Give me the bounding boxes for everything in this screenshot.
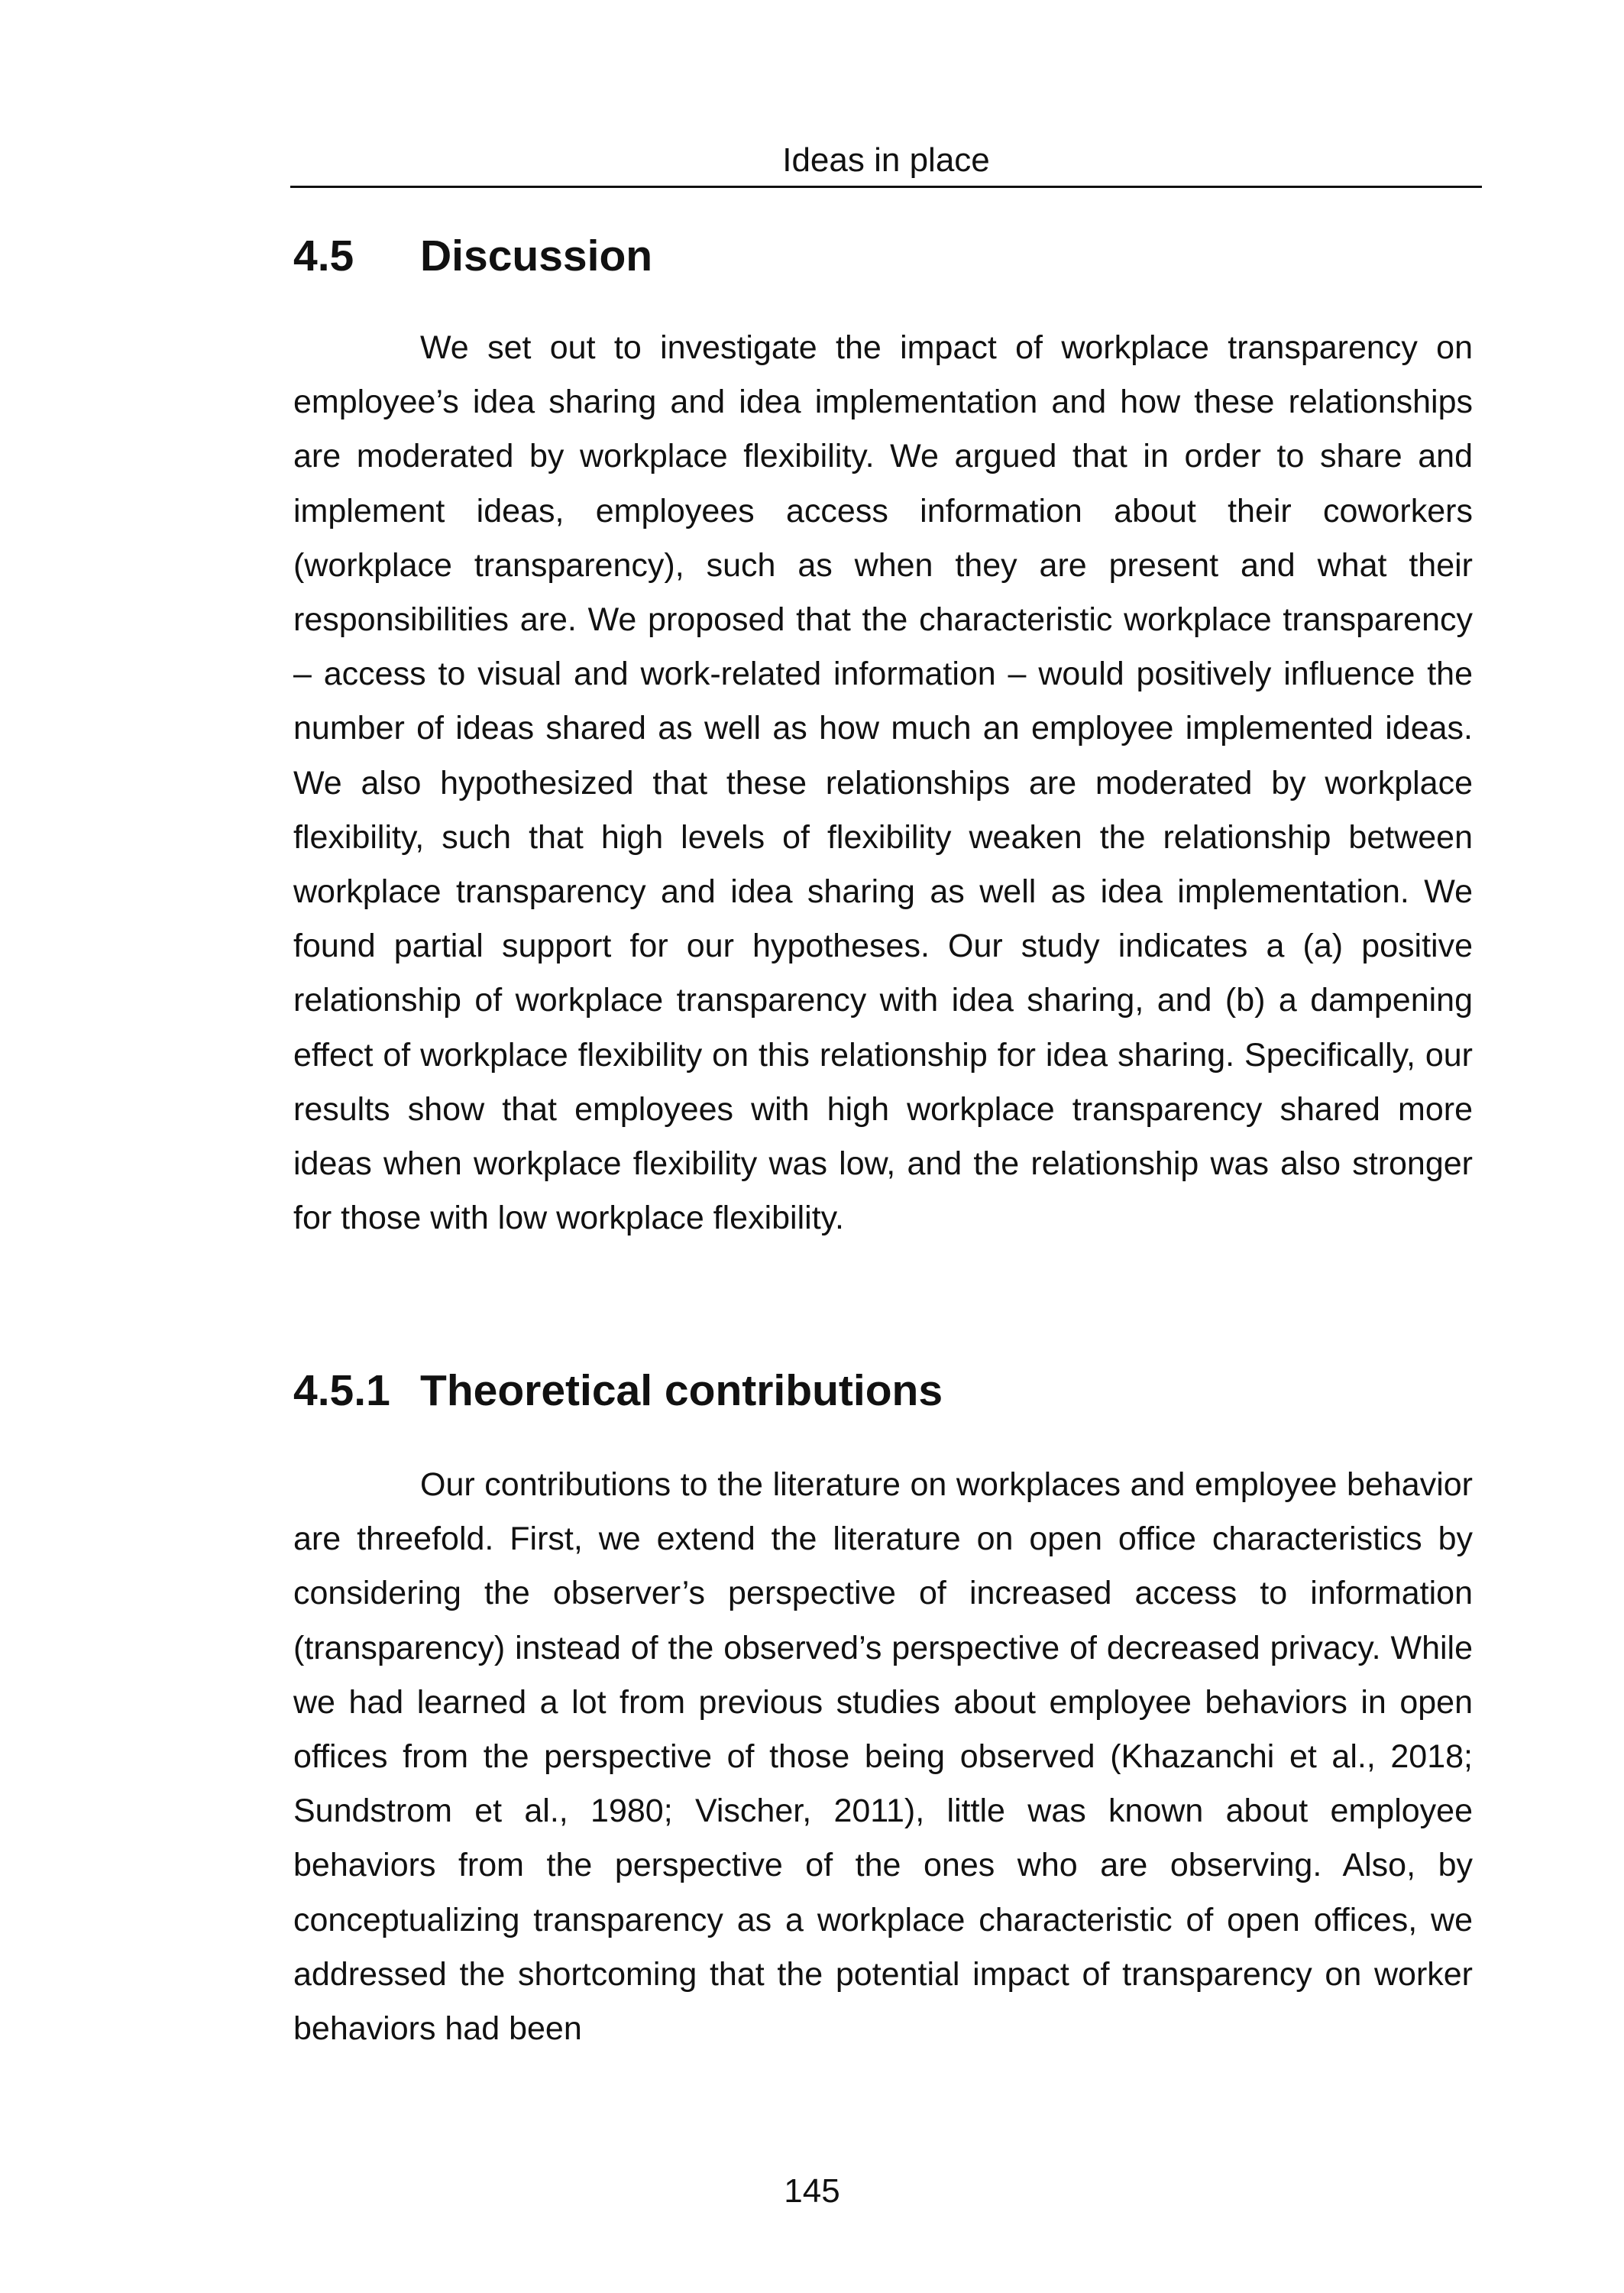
header-rule [290,186,1482,188]
section-heading-discussion [293,229,1485,283]
section-title: Discussion [420,232,653,280]
section-number: 4.5 [293,232,354,280]
discussion-paragraph: We set out to investigate the impact of workplace transparency on employee’s idea sharing and idea implementation and how these relationships are moderated by workplace flexibility. We argued that in order to share and implement ideas, employees access information about their coworkers (workplace transparency), such as when they are present and what their responsibilities are. We proposed that the characteristic workplace transparency – access to visual and work-related information – would positively influence the number of ideas shared as well as how much an employee implemented ideas. We also hypothesized that these relationships are moderated by workplace flexibility, such that high levels of flexibility weaken the relationship between workplace transparency and idea sharing as well as idea implementation. We found partial support for our hypotheses. Our study indicates a (a) positive relationship of workplace transparency with idea sharing, and (b) a dampening effect of workplace flexibility on this relationship for idea sharing. Specifically, our results show that employees with high workplace transparency shared more ideas when workplace flexibility was low, and the relationship was also stronger for those with low workplace flexibility. [293,329,1473,1237]
subsection-title: Theoretical contributions [420,1366,943,1415]
theoretical-contributions-paragraph: Our contributions to the literature on workplaces and employee behavior are threefold. First, we extend the literature on open office characteristics by considering the observer’s perspective of increased access to information (transparency) instead of the observed’s perspective of decreased privacy. While we had learned a lot from previous studies about employee behaviors in open offices from the perspective of those being observed (Khazanchi et al., 2018; Sundstrom et al., 1980; Vischer, 2011), little was known about employee behaviors from the perspective of the ones who are observing. Also, by conceptualizing transparency as a workplace characteristic of open offices, we addressed the shortcoming that the potential impact of transparency on worker behaviors had been [293,1466,1473,2048]
page-number: 145 [784,2172,840,2210]
subsection-number: 4.5.1 [293,1366,390,1415]
running-header: Ideas in place [782,141,990,179]
section-heading-theoretical-contributions [293,1364,1485,1417]
